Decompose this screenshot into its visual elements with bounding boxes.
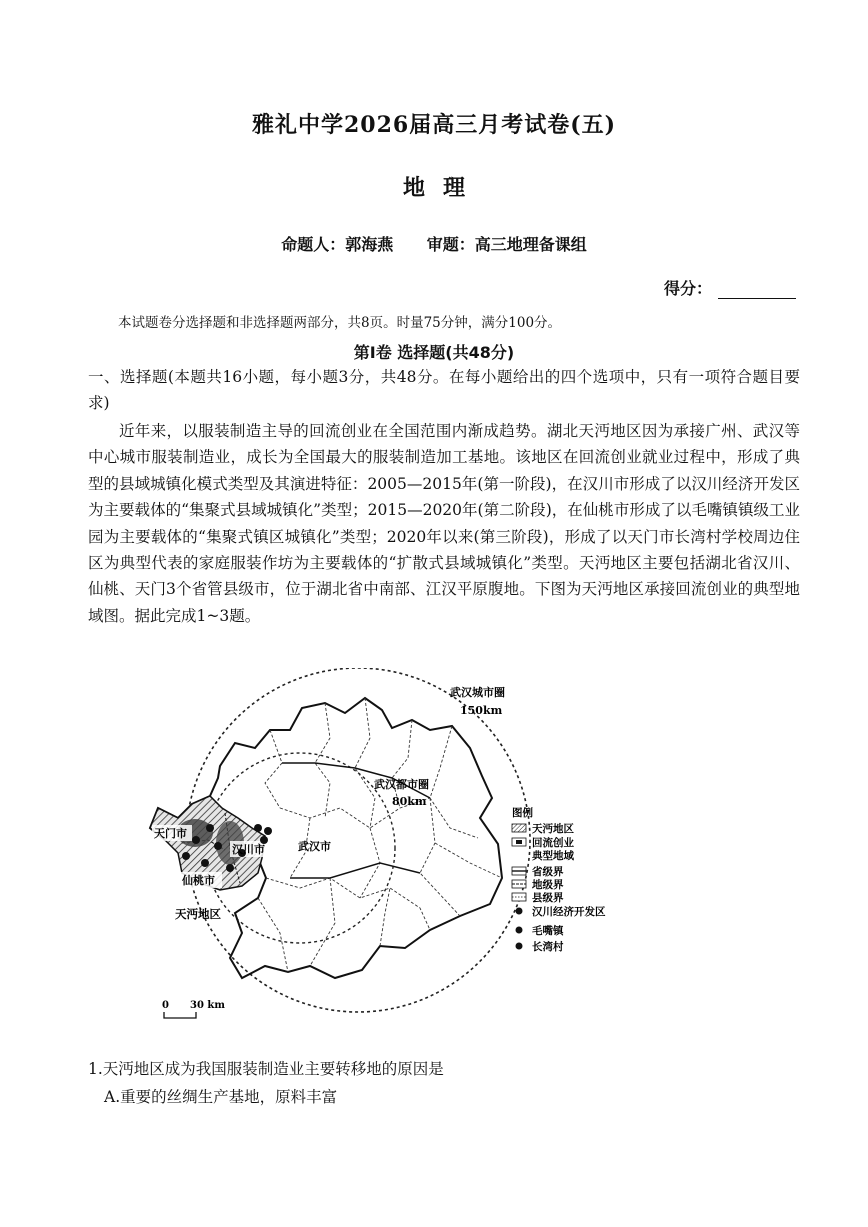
svg-text:30 km: 30 km xyxy=(190,1000,225,1011)
instructions: 一、选择题(本题共16小题，每小题3分，共48分。在每小题给出的四个选项中，只有一项符合题目要求) xyxy=(88,368,800,413)
city-tianmen-label: 天门市 xyxy=(154,827,187,840)
question-1-stem: 1.天沔地区成为我国服装制造业主要转移地的原因是 xyxy=(88,1060,444,1078)
legend-county: 县级界 xyxy=(532,892,564,904)
author-name: 命题人：郭海燕 xyxy=(281,235,394,254)
legend-prefecture: 地级界 xyxy=(532,879,564,891)
legend-tianmian: 天沔地区 xyxy=(532,823,574,835)
scale-bar xyxy=(162,1000,225,1018)
subject-title: 地理 xyxy=(402,175,483,201)
map-legend xyxy=(512,806,606,953)
legend-return-2: 典型地域 xyxy=(532,850,574,862)
map-svg xyxy=(130,668,630,1028)
region-label: 天沔地区 xyxy=(175,907,221,921)
city-hanchuan-label: 汉川市 xyxy=(232,843,265,856)
score-label: 得分： xyxy=(664,279,713,298)
legend-return-1: 回流创业 xyxy=(532,837,574,849)
passage: 近年来，以服装制造主导的回流创业在全国范围内渐成趋势。湖北天沔地区因为承接广州、武汉等中心城市服装制造业，成长为全国最大的服装制造加工基地。该地区在回流创业就业过程中，形成了典型的县域城镇化模式类型及其演进特征：2005—2015年(第一阶段)，在汉川市形成了以汉川经济开发区为主要载体的“集聚式县域城镇化”类型；2015—2020年(第二阶段)，在仙桃市形成了以毛嘴镇镇级工业园为主要载体的“集聚式镇区城镇化”类型；2020年以来(第三阶段)，形成了以天门市长湾村学校周边住区为典型代表的家庭服装作坊为主要载体的“扩散式县域城镇化”类型。天沔地区主要包括湖北省汉川、仙桃、天门3个省管县级市，位于湖北省中南部、江汉平原腹地。下图为天沔地区承接回流创业的典型地域图。据此完成1~3题。 xyxy=(88,422,800,625)
section-title: 第Ⅰ卷 选择题(共48分) xyxy=(353,343,515,362)
legend-changwan: 长湾村 xyxy=(532,941,564,953)
legend-maozui: 毛嘴镇 xyxy=(532,925,564,937)
legend-province: 省级界 xyxy=(532,866,564,878)
region-map xyxy=(130,668,630,1028)
exam-title: 雅礼中学2026届高三月考试卷(五) xyxy=(251,112,617,138)
reviewer-name: 审题：高三地理备课组 xyxy=(426,235,587,254)
outer-ring-radius: 150km xyxy=(460,704,503,717)
score-blank xyxy=(718,284,796,299)
svg-text:0: 0 xyxy=(162,1000,169,1011)
outer-ring-label: 武汉城市圈 xyxy=(450,686,505,699)
city-xiantao-label: 仙桃市 xyxy=(182,874,215,887)
score-field xyxy=(664,276,796,299)
city-wuhan-label: 武汉市 xyxy=(298,840,331,853)
intro-note: 本试题卷分选择题和非选择题两部分，共8页。时量75分钟，满分100分。 xyxy=(118,315,562,331)
inner-ring-radius: 80km xyxy=(392,795,427,808)
question-1-option-a: A.重要的丝绸生产基地，原料丰富 xyxy=(104,1088,338,1106)
county-boundaries xyxy=(258,698,502,972)
inner-ring-label: 武汉都市圈 xyxy=(374,778,429,791)
legend-hanchuan-zone: 汉川经济开发区 xyxy=(532,906,606,918)
legend-title: 图例 xyxy=(512,807,533,819)
authors-line xyxy=(0,232,868,255)
